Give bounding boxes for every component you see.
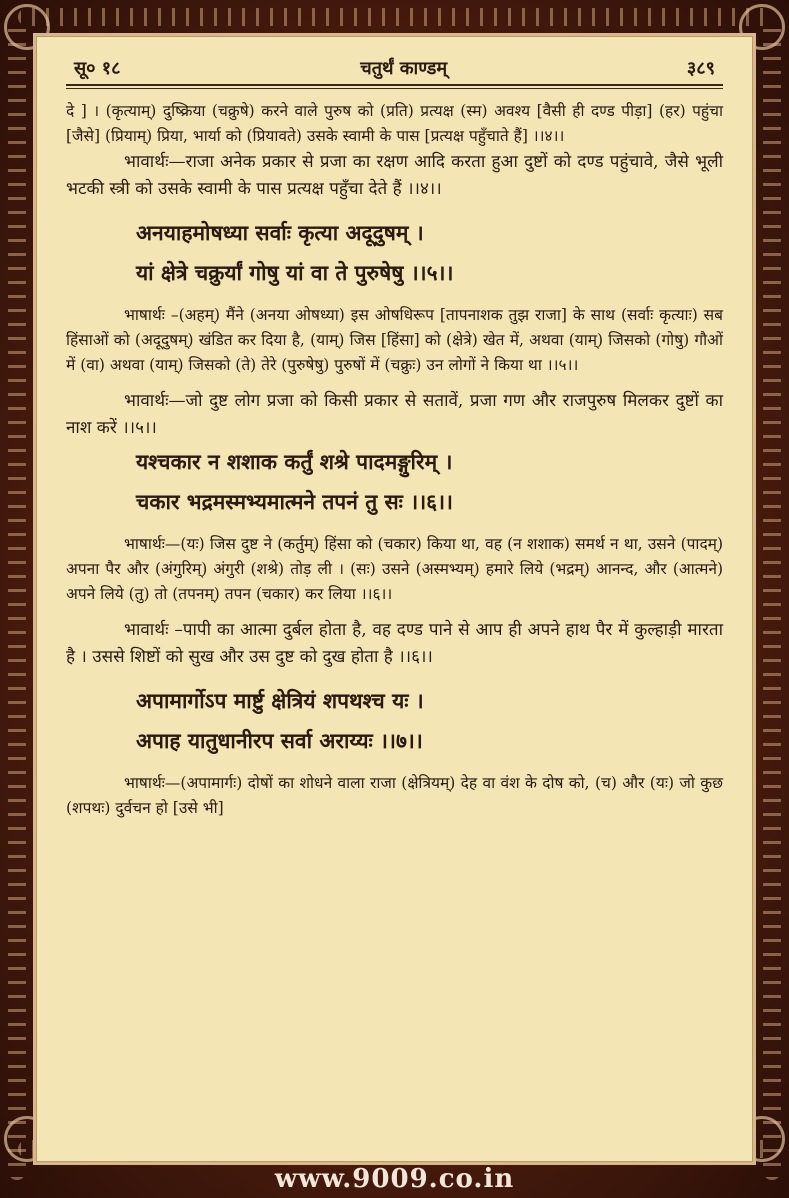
mantra-line: यश्चकार न शशाक कर्तुं शश्रे पादमङ्गुरिम् । xyxy=(136,449,453,474)
mantra-line: अनयाहमोषध्या सर्वाः कृत्या अदूदुषम् । xyxy=(136,220,424,245)
frame-border-right xyxy=(763,18,781,1180)
website-watermark: www.9009.co.in xyxy=(274,1164,515,1194)
translation-paragraph: भाषार्थः—(यः) जिस दुष्ट ने (कर्तुम्) हिंसा को (चकार) किया था, वह (न शशाक) समर्थ न था, उसने (पादम्) अपना पैर और (अंगुरिम्) अंगुरी (शश्रे) तोड़ ली । (सः) उसने (अस्मभ्यम्) हमारे लिये (भद्रम्) आनन्द, और (आत्मने) अपने लिये (तु) तो (तपनम्) तपन (चकार) कर लिया ।।६।। xyxy=(66,535,723,603)
translation-paragraph: भाषार्थः—(अपामार्गः) दोषों का शोधने वाला राजा (क्षेत्रियम्) देह वा वंश के दोष को, (च) और (यः) जो कुछ (शपथः) दुर्वचन हो [उसे भी] xyxy=(66,774,723,817)
bhavartha-paragraph: भावार्थः –पापी का आत्मा दुर्बल होता है, वह दण्ड पाने से आप ही अपने हाथ पैर में कुल्हाड़ी मारता है । उससे शिष्टों को सुख और उस दुष्ट को दुख होता है ।।६।। xyxy=(66,620,723,667)
mantra-line: यां क्षेत्रे चक्रुर्यां गोषु यां वा ते पुरुषेषु ।।५।। xyxy=(136,260,454,285)
mantra-line: अपाह यातुधानीरप सर्वा अराय्यः ।।७।। xyxy=(136,728,423,753)
mantra-line: अपामार्गोऽप मार्ष्टु क्षेत्रियं शपथश्च यः । xyxy=(136,688,424,713)
mantra-line: चकार भद्रमस्मभ्यमात्मने तपनं तु सः ।।६।। xyxy=(136,489,453,514)
translation-paragraph: दे ] । (कृत्याम्) दुष्क्रिया (चक्रुषे) करने वाले पुरुष को (प्रति) प्रत्यक्ष (स्म) अवश्य [वैसी ही दण्ड पीड़ा] (हर) पहुंचा [जैसे] (प्रियाम्) प्रिया, भार्या को (प्रियावते) उसके स्वामी के पास [प्रत्यक्ष पहुँचाते हैं] ।।४।। xyxy=(66,102,723,145)
frame-border-top xyxy=(18,8,771,26)
translation-paragraph: भाषार्थः –(अहम्) मैंने (अनया ओषध्या) इस ओषधिरूप [तापनाशक तुझ राजा] के साथ (सर्वाः कृत्याः) सब हिंसाओं को (अदूदुषम्) खंडित कर दिया है, (याम्) जिस [हिंसा] को (क्षेत्रे) खेत में, अथवा (याम्) जिसको (गोषु) गौओं में (वा) अथवा (याम्) जिसको (ते) तेरे (पुरुषेषु) पुरुषों में (चक्रुः) उन लोगों ने किया था ।।५।। xyxy=(66,306,723,374)
book-page xyxy=(36,36,753,1162)
sukta-number: सू० १८ xyxy=(74,58,121,79)
bhavartha-paragraph: भावार्थः—जो दुष्ट लोग प्रजा को किसी प्रकार से सतावें, प्रजा गण और राजपुरुष मिलकर दुष्टों का नाश करें ।।५।। xyxy=(66,391,723,438)
bhavartha-paragraph: भावार्थः—राजा अनेक प्रकार से प्रजा का रक्षण आदि करता हुआ दुष्टों को दण्ड पहुंचावे, जैसे भूली भटकी स्त्री को उसके स्वामी के पास प्रत्यक्ष पहुँचा देते हैं ।।४।। xyxy=(66,152,723,199)
kanda-title: चतुर्थं काण्डम् xyxy=(360,58,448,79)
frame-border-left xyxy=(8,18,26,1180)
page-body xyxy=(66,99,723,821)
header-rule xyxy=(66,84,723,86)
page-header xyxy=(66,56,723,82)
header-rule-thin xyxy=(66,88,723,89)
page-number: ३८९ xyxy=(686,58,715,79)
